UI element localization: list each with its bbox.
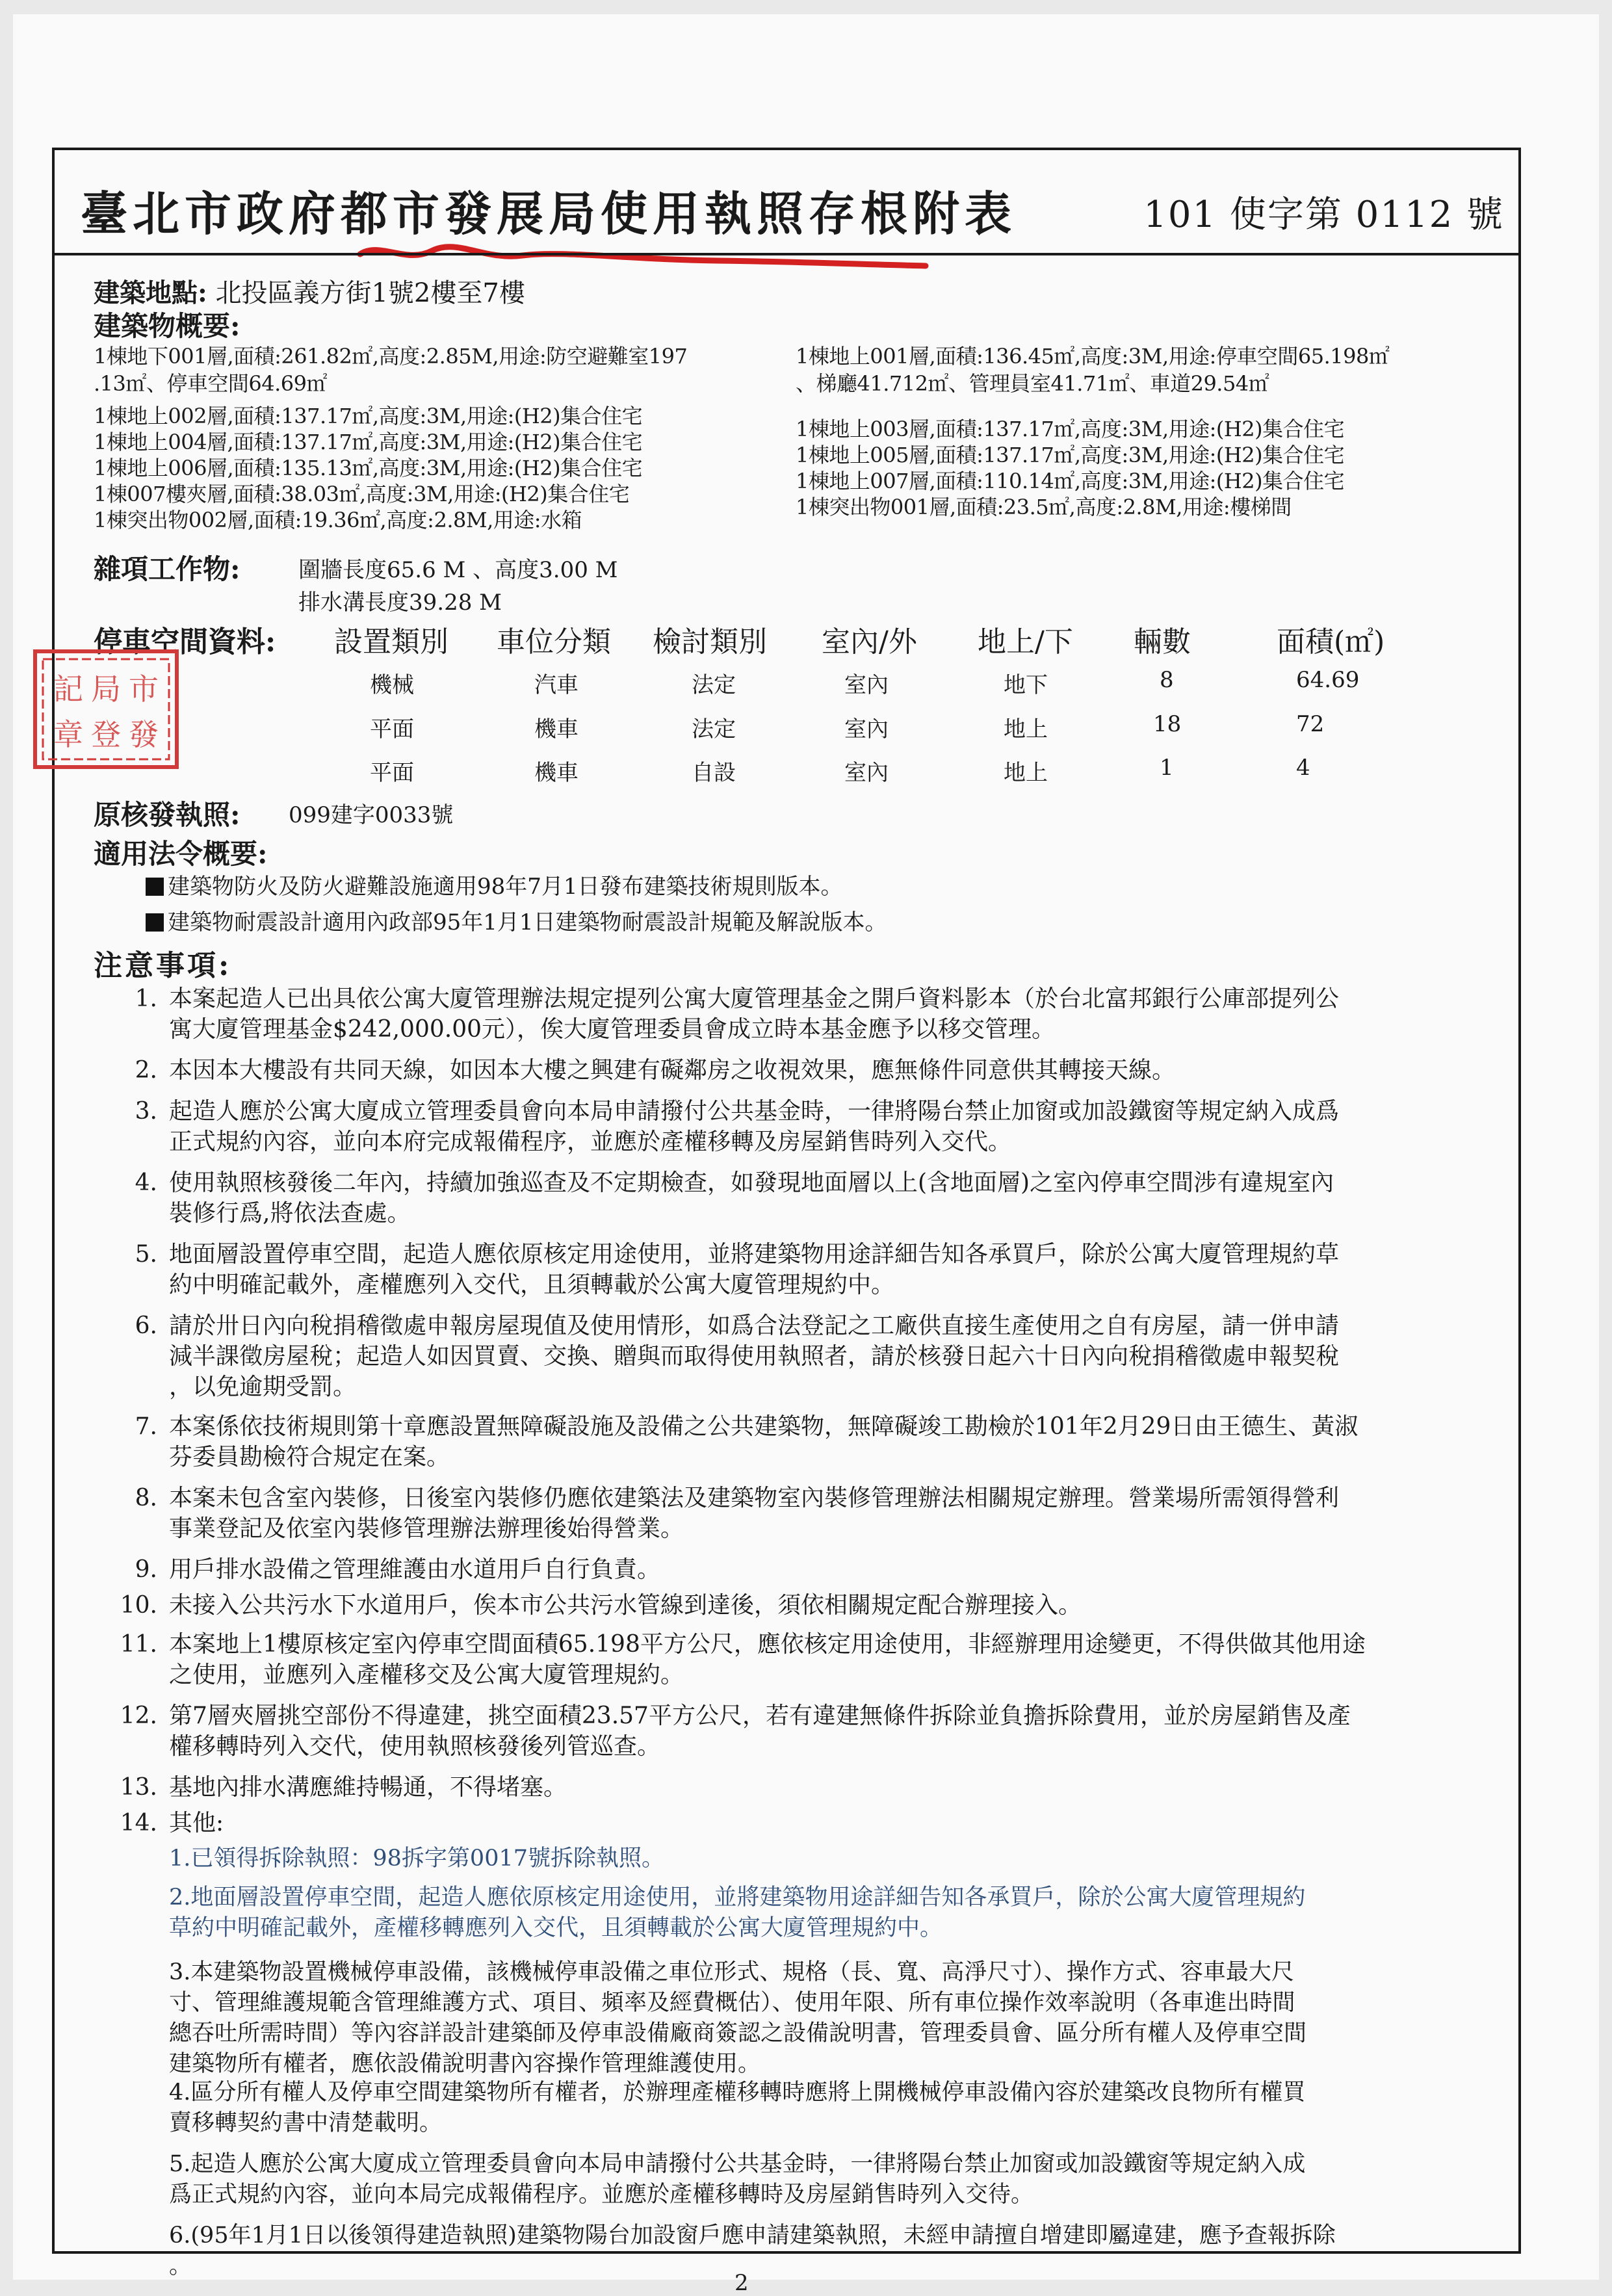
note-text [169,1554,1511,1585]
note-line: 未接入公共污水下水道用戶，俟本市公共污水管線到達後，須依相關規定配合辦理接入。 [169,1592,1082,1619]
note-text [169,1311,1511,1402]
note-item [120,1701,1511,1762]
note-sub-line: 3.本建築物設置機械停車設備，該機械停車設備之車位形式、規格（長、寬、高淨尺寸）、操作方式、容車最大尺 [169,1959,1294,1985]
note-item [120,1055,1511,1086]
note-text [169,1096,1511,1157]
stamp-char: 登 [91,717,121,752]
building-line: 1棟突出物001層,面積:23.5㎡,高度:2.8M,用途:樓梯間 [796,495,1292,519]
note-text [169,1701,1511,1762]
misc-line: 圍牆長度65.6 M 、高度3.00 M [298,557,618,583]
note-sub-line: 2.地面層設置停車空間，起造人應依原核定用途使用，並將建築物用途詳細告知各承買戶，除於公寓大廈管理規約 [169,1885,1306,1911]
note-line: 第7層夾層挑空部份不得違建，挑空面積23.57平方公尺，若有違建無條件拆除並負擔拆除費用，並於房屋銷售及產 [169,1702,1351,1729]
site-value: 北投區義方街1號2樓至7樓 [215,278,525,308]
note-line: 芬委員勘檢符合規定在案。 [169,1444,450,1470]
parking-cell: 1 [1160,755,1174,781]
note-number: 8. [135,1485,157,1511]
note-text [169,1411,1511,1472]
note-sub-line: 草約中明確記載外，產權移轉應列入交代，且須轉載於公寓大廈管理規約中。 [169,1915,943,1941]
note-line: 本案地上1樓原核定室內停車空間面積65.198平方公尺，應依核定用途使用，非經辦理用途變更，不得供做其他用途 [169,1631,1366,1658]
parking-cell: 法定 [692,716,736,742]
note-item [120,1772,1511,1803]
parking-cell: 地上 [1004,716,1048,742]
title-rule [55,253,1518,255]
note-item [120,1554,1511,1585]
building-line: 1棟地上001層,面積:136.45㎡,高度:3M,用途:停車空間65.198㎡ [796,344,1390,369]
note-line: 基地內排水溝應維持暢通，不得堵塞。 [169,1774,567,1801]
parking-cell: 平面 [370,716,414,742]
building-line: .13㎡、停車空間64.69㎡ [94,371,328,396]
document-frame [52,148,1521,2279]
note-sub-item [169,1844,1514,1874]
stamp-char: 記 [53,672,83,707]
law-item-text: 建築物耐震設計適用內政部95年1月1日建築物耐震設計規範及解說版本。 [168,909,887,935]
note-sub-line: 建築物所有權者，應依設備說明書內容操作管理維護使用。 [169,2051,761,2077]
parking-header: 面積(㎡) [1277,625,1385,659]
building-line: 1棟地上006層,面積:135.13㎡,高度:3M,用途:(H2)集合住宅 [94,456,643,480]
parking-cell: 平面 [370,760,414,786]
note-sub-item [169,2078,1514,2139]
note-number: 12. [120,1702,157,1729]
misc-label: 雜項工作物: [94,553,240,585]
notes-label: 注意事項: [94,949,232,982]
note-text [169,1808,1511,1838]
note-text [169,984,1511,1045]
parking-cell: 4 [1296,755,1310,781]
note-sub-item [169,1883,1514,1944]
note-line: 本因本大樓設有共同天線，如因本大樓之興建有礙鄰房之收視效果，應無條件同意供其轉接天線。 [169,1057,1176,1084]
parking-cell: 機車 [534,760,578,786]
note-line: 事業登記及依室內裝修管理辦法辦理後始得營業。 [169,1515,684,1542]
note-sub-line: 爲正式規約內容，並向本局完成報備程序。並應於產權移轉時及房屋銷售時列入交待。 [169,2182,1034,2208]
note-item [120,1096,1511,1157]
note-line: ，以免逾期受罰。 [169,1374,357,1400]
note-number: 4. [135,1169,157,1196]
note-item [120,1239,1511,1300]
permit-number: 101 使字第 0112 號 [1143,194,1504,236]
note-sub-line: 總吞吐所需時間）等內容詳設計建築師及停車設備廠商簽認之設備說明書，管理委員會、區分所有權人及停車空間 [169,2020,1307,2046]
description-label: 建築物概要: [94,310,240,342]
building-line: 1棟地下001層,面積:261.82㎡,高度:2.85M,用途:防空避難室197 [94,344,688,369]
parking-header: 車位分類 [497,625,611,659]
note-line: 用戶排水設備之管理維護由水道用戶自行負責。 [169,1556,661,1583]
note-text [169,1168,1511,1229]
parking-label: 停車空間資料: [94,625,276,659]
note-sub-item [169,1957,1514,2080]
parking-cell: 室內 [844,760,889,786]
note-line: 本案起造人已出具依公寓大廈管理辦法規定提列公寓大廈管理基金之開戶資料影本（於台北富邦銀行公庫部提列公 [169,985,1340,1012]
note-sub-line: 。 [169,2253,192,2279]
note-sub-line: 賣移轉契約書中清楚載明。 [169,2110,443,2136]
note-sub-line: 5.起造人應於公寓大廈成立管理委員會向本局申請撥付公共基金時，一律將陽台禁止加窗或加設鐵窗等規定納入成 [169,2151,1306,2177]
law-item-text: 建築物防火及防火避難設施適用98年7月1日發布建築技術規則版本。 [168,874,843,900]
note-number: 9. [135,1556,157,1583]
square-bullet-icon [146,878,164,896]
note-line: 約中明確記載外，產權應列入交代，且須轉載於公寓大廈管理規約中。 [169,1272,895,1298]
building-line: 1棟地上002層,面積:137.17㎡,高度:3M,用途:(H2)集合住宅 [94,404,643,428]
note-text [169,1629,1511,1690]
note-number: 3. [135,1098,157,1125]
parking-header: 檢討類別 [653,625,767,659]
red-seal-stamp [31,647,181,771]
building-line: 1棟地上005層,面積:137.17㎡,高度:3M,用途:(H2)集合住宅 [796,443,1345,467]
note-line: 其他: [169,1810,224,1836]
parking-cell: 室內 [844,716,889,742]
note-number: 10. [120,1592,157,1619]
note-item [120,1311,1511,1402]
parking-header: 地上/下 [978,625,1073,659]
note-item [120,1483,1511,1544]
note-sub-item [169,2221,1514,2282]
note-line: 本案未包含室內裝修，日後室內裝修仍應依建築法及建築物室內裝修管理辦法相關規定辦理。營業場所需領得營利 [169,1485,1340,1511]
parking-cell: 地下 [1004,672,1048,698]
note-sub-item [169,2149,1514,2210]
stamp-char: 局 [91,672,121,707]
note-text [169,1772,1511,1803]
parking-header: 室內/外 [822,625,917,659]
note-item [120,1411,1511,1472]
law-label: 適用法令概要: [94,838,268,870]
square-bullet-icon [146,913,164,932]
note-sub-line: 寸、管理維護規範含管理維護方式、項目、頻率及經費概估）、使用年限、所有車位操作效率說明（各車進出時間 [169,1990,1295,2016]
parking-cell: 機車 [534,716,578,742]
document-title: 臺北市政府都市發展局使用執照存根附表 [81,186,1017,241]
document-sheet [13,14,1599,2296]
note-text [169,1239,1511,1300]
site-label: 建築地點: [94,278,207,308]
parking-cell: 18 [1153,711,1182,737]
note-number: 7. [135,1413,157,1440]
note-line: 減半課徵房屋稅；起造人如因買賣、交換、贈與而取得使用執照者，請於核發日起六十日內向稅捐稽徵處申報契稅 [169,1343,1340,1370]
note-number: 11. [120,1631,157,1658]
parking-cell: 機械 [370,672,414,698]
note-number: 2. [135,1057,157,1084]
note-number: 13. [120,1774,157,1801]
parking-cell: 法定 [692,672,736,698]
note-number: 6. [135,1312,157,1339]
site-line [94,272,525,309]
building-line: 1棟地上004層,面積:137.17㎡,高度:3M,用途:(H2)集合住宅 [94,430,643,454]
note-text [169,1055,1511,1086]
note-number: 1. [135,985,157,1012]
parking-cell: 8 [1160,667,1174,693]
parking-cell: 室內 [844,672,889,698]
building-line: 1棟地上003層,面積:137.17㎡,高度:3M,用途:(H2)集合住宅 [796,417,1345,441]
stamp-char: 市 [129,672,159,707]
parking-cell: 72 [1296,711,1325,737]
note-line: 權移轉時列入交代，使用執照核發後列管巡查。 [169,1733,661,1760]
note-line: 起造人應於公寓大廈成立管理委員會向本局申請撥付公共基金時，一律將陽台禁止加窗或加設鐵窗等規定納入成爲 [169,1098,1340,1125]
parking-cell: 汽車 [534,672,578,698]
misc-line: 排水溝長度39.28 M [298,590,502,616]
parking-cell: 自設 [692,760,736,786]
note-line: 使用執照核發後二年內，持續加強巡查及不定期檢查，如發現地面層以上(含地面層)之室內停車空間涉有違規室內 [169,1169,1334,1196]
original-license-label: 原核發執照: [94,799,240,831]
note-line: 請於卅日內向稅捐稽徵處申報房屋現值及使用情形，如爲合法登記之工廠供直接生產使用之自有房屋，請一併申請 [169,1312,1340,1339]
building-line: 1棟007樓夾層,面積:38.03㎡,高度:3M,用途:(H2)集合住宅 [94,482,630,506]
parking-cell: 64.69 [1296,667,1360,693]
stamp-char: 發 [129,717,159,752]
note-text [169,1483,1511,1544]
stamp-char: 章 [53,717,83,752]
note-line: 正式規約內容，並向本府完成報備程序，並應於產權移轉及房屋銷售時列入交代。 [169,1128,1012,1155]
note-line: 本案係依技術規則第十章應設置無障礙設施及設備之公共建築物，無障礙竣工勘檢於101年2月29日由王德生、黃淑 [169,1413,1358,1440]
law-item [146,904,887,936]
note-sub-line: 1.已領得拆除執照：98拆字第0017號拆除執照。 [169,1846,665,1872]
note-line: 地面層設置停車空間，起造人應依原核定用途使用，並將建築物用途詳細告知各承買戶，除於公寓大廈管理規約草 [169,1241,1340,1268]
parking-cell: 地上 [1004,760,1048,786]
note-item [120,984,1511,1045]
note-line: 裝修行爲,將依法查處。 [169,1200,411,1227]
note-sub-line: 4.區分所有權人及停車空間建築物所有權者，於辦理產權移轉時應將上開機械停車設備內容於建築改良物所有權買 [169,2080,1306,2106]
original-license-value: 099建字0033號 [289,802,454,828]
building-line: 、梯廳41.712㎡、管理員室41.71㎡、車道29.54㎡ [796,371,1269,396]
note-number: 5. [135,1241,157,1268]
page-number: 2 [734,2270,749,2296]
note-number: 14. [120,1810,157,1836]
note-line: 之使用，並應列入產權移交及公寓大廈管理規約。 [169,1662,684,1688]
building-line: 1棟地上007層,面積:110.14㎡,高度:3M,用途:(H2)集合住宅 [796,469,1345,493]
building-line: 1棟突出物002層,面積:19.36㎡,高度:2.8M,用途:水箱 [94,508,582,532]
note-item [120,1808,1511,1838]
note-sub-line: 6.(95年1月1日以後領得建造執照)建築物陽台加設窗戶應申請建築執照，未經申請擅自增建即屬違建，應予查報拆除 [169,2223,1336,2249]
note-item [120,1629,1511,1690]
parking-header: 設置類別 [334,625,448,659]
note-text [169,1590,1511,1621]
note-item [120,1168,1511,1229]
parking-header: 輛數 [1134,625,1191,659]
note-item [120,1590,1511,1621]
law-item [146,868,843,900]
note-line: 寓大廈管理基金$242,000.00元），俟大廈管理委員會成立時本基金應予以移交管理。 [169,1016,1056,1043]
